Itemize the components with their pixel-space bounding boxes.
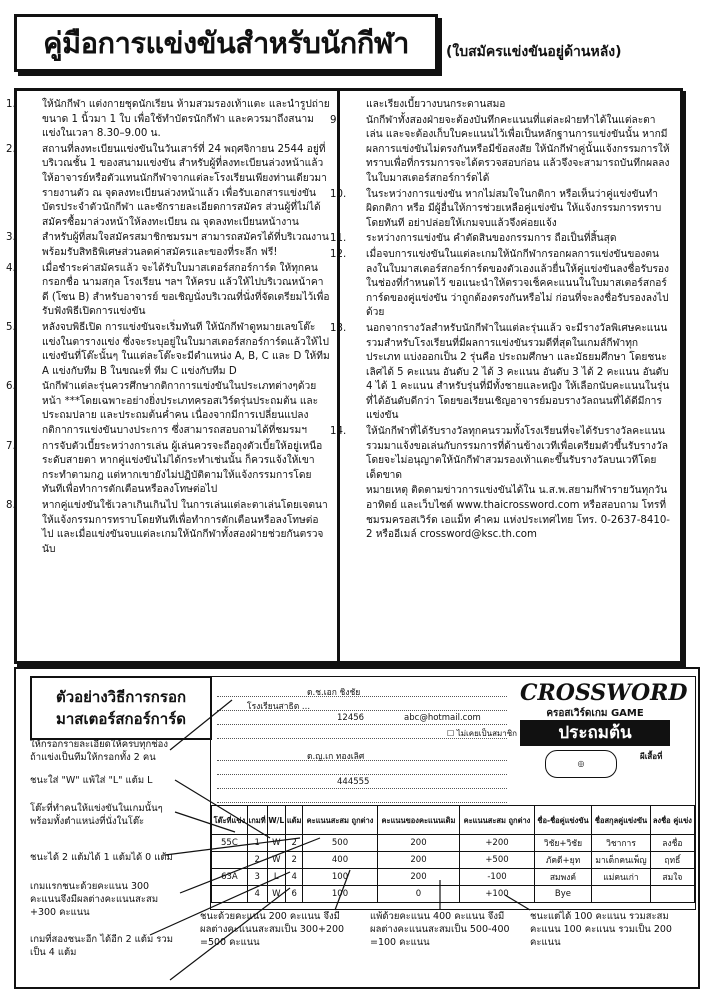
rule-text: หากคู่แข่งขันใช้เวลาเกินเกินไป ในการเล่นแต่ละตาเล่นโดยเจตนาให้แจ้งกรรมการทราบโดยทันทีเพื่อทำการตักเตือนหรือลงโทษต่อไป และเมื่อแข่งขันจบแต่ละเกมให้นักกีฬาทั้งสองฝ่ายช่วยกันตรวจนับ xyxy=(42,500,328,555)
score-cell: +200 xyxy=(460,835,535,852)
rule-text: สถานที่ลงทะเบียนแข่งขันในวันเสาร์ที่ 24 พฤศจิกายน 2544 อยู่ที่บริเวณชั้น 1 ของสนามแข่งขัน สำหรับผู้ที่ลงทะเบียนล่วงหน้าแล้วให้อาจารย์หรือตัวแทนนักกีฬาจากแต่ละโรงเรียนเพียงท่านเดียวมารายงานตัว ณ จุดลงทะเบียนล่วงหน้าแล้ว เพื่อรับเอกสารแข่งขัน บัตรประจำตัวนักกีฬา และซักรายละเอียดการสมัคร ส่วนผู้ที่ไม่ได้สมัครซื้อมาล่วงหน้าให้ลงทะเบียน ณ จุดลงทะเบียนหน้างาน xyxy=(42,143,327,228)
score-cell: 100 xyxy=(303,886,378,903)
score-cell: 200 xyxy=(377,852,459,869)
rule-text: นอกจากรางวัลสำหรับนักกีฬาในแต่ละรุ่นแล้ว จะมีรางวัลพิเศษคะแนนรวมสำหรับโรงเรียนที่มีผลการแข่งขันรวมดีที่สุดในเกมส์กีฬาทุกประเภท แบ่งออกเป็น 2 รุ่นคือ ประถมศึกษา และมัธยมศึกษา โดยชนะเลิศได้ 5 คะแนน อันดับ 2 ได้ 3 คะแนน อันดับ 3 ได้ 2 คะแนน อันดับ 4 ได้ 1 คะแนน สำหรับรุ่นที่มีทั้งชายและหญิง ให้เลือกนับคะแนนในรุ่นที่ได้อันดับดีกว่า โดยขอเรียนเชิญอาจารย์มอบรางวัลถนนที่ได้ดีมีการแข่งขัน xyxy=(366,322,670,422)
score-cell: 6 xyxy=(286,886,303,903)
rule-text: ในระหว่างการแข่งขัน หากไม่สมใจในกติกา หรือเห็นว่าคู่แข่งขันทำผิดกติกา หรือ มีผู้อื่นให้การช่วยเหลือคู่แข่งขัน ให้แจ้งกรรมการทราบโดยทันที อย่าปล่อยให้เกมจบแล้วจึงค่อยแจ้ง xyxy=(366,188,662,229)
score-cell: W xyxy=(267,886,285,903)
rule-text: นักกีฬาทั้งสองฝ่ายจะต้องบันทึกคะแนนที่แต่ละฝ่ายทำได้ในแต่ละตาเล่น และจะต้องเก็บใบคะแนนไว้เพื่อเป็นหลักฐานการแข่งขันนั้น หากมีผลการแข่งขันไม่ตรงกันหรือมีข้อสงสัย ให้นักกีฬาคู่นั้นแจ้งกรรมการให้ทราบเพื่อที่กรรมการจะได้ตรวจสอบก่อน แล้วจึงจะสามารถบันทึกผลลงในใบมาสเตอร์สกอร์การ์ดได้ xyxy=(366,114,670,184)
score-cell: L xyxy=(267,869,285,886)
note-game3: ชนะด้วยคะแนน 200 คะแนน จึงมีผลต่างคะแนนสะสมเป็น 300+200 =500 คะแนน xyxy=(200,911,345,948)
rule-number: 1. xyxy=(6,99,16,110)
score-cell: +500 xyxy=(460,852,535,869)
checkbox-label: ไม่เคยเป็นสมาชิก xyxy=(456,729,517,738)
rule-text: ระหว่างการแข่งขัน คำตัดสินของกรรมการ ถือเป็นที่สิ้นสุด xyxy=(366,233,617,245)
score-header-cell: W/L xyxy=(267,806,285,835)
score-cell: 2 xyxy=(286,852,303,869)
score-cell: วิชัย+วิชัย xyxy=(534,835,591,852)
rule-text: การจับตัวเบี้ยระหว่างการเล่น ผู้เล่นควรจะถือถุงตัวเบี้ยให้อยู่เหนือระดับสายตา หากคู่แข่งขันไม่ได้กระทำเช่นนั้น ก็ควรแจ้งให้เขากระทำตามกฎ แต่หากเขายังไม่ปฏิบัติตามให้แจ้งกรรมการโดยทันทีเพื่อทำการตักเตือนหรือลงโทษต่อไป xyxy=(42,440,323,496)
score-cell: 3 xyxy=(247,869,267,886)
score-header-cell: คะแนนสะสม ถูกต่าง xyxy=(460,806,535,835)
rule-text: และเรียงเบี้ยวางบนกระดานสมอ xyxy=(366,99,506,110)
player1-id: 12456 xyxy=(337,713,365,723)
note-game4: แพ้ด้วยคะแนน 400 คะแนน จึงมีผลต่างคะแนนสะสมเป็น 500-400 =100 คะแนน xyxy=(370,911,510,948)
score-cell: 4 xyxy=(286,869,303,886)
rule-number: 6. xyxy=(6,381,16,393)
score-cell: มาเด็กคนเพ็ญ xyxy=(592,852,651,869)
score-cell: 4 xyxy=(247,886,267,903)
player1-school: โรงเรียนสาธิต ... xyxy=(247,702,311,712)
score-cell: +100 xyxy=(460,886,535,903)
rule-number: 8. xyxy=(6,500,16,512)
rule-number: 9. xyxy=(330,114,340,126)
score-cell: วิชาการ xyxy=(592,835,651,852)
rule-text: เมื่อจบการแข่งขันในแต่ละเกมให้นักกีฬากรอกผลการแข่งขันของตนลงในใบมาสเตอร์สกอร์การ์ดของตัวเองแล้วยื่นให้คู่แข่งขันลงชื่อรับรอง ในช่องที่กำหนดไว้ ขอแนะนำให้ตรวจเช็คคะแนนในใบมาสเตอร์สกอร์การ์ดของคู่แข่งขัน ว่าถูกต้องตรงกันหรือไม่ ก่อนที่จะลงชื่อรับรองลงไปด้วย xyxy=(366,248,670,319)
rule-text: หมายเหตุ ติดตามข่าวการแข่งขันได้ใน น.ส.พ.สยามกีฬารายวันทุกวันอาทิตย์ และเว็บไซต์ www.thaicrossword.com หรือสอบถาม โทรที่ ชมรมครอสเวิร์ด เอแม็ท คำคม แห่งประเทศไทย โทร. 0-2637-8410-2 หรืออีเมล์ crossword@ksc.th.com xyxy=(366,485,670,541)
sponsor-logo: ◎ xyxy=(545,750,617,778)
crossword-logo: CROSSWORD xyxy=(520,680,688,706)
note-fill-all: ให้กรอกรายละเอียดให้ครบทุกช่อง ถ้าแข่งเป็นทีมให้กรอกทั้ง 2 คน xyxy=(30,739,169,763)
score-header-cell: คะแนนสะสม ถูกต่าง xyxy=(303,806,378,835)
rule-number: 12. xyxy=(330,248,347,260)
category-banner: ประถมต้น xyxy=(520,720,670,746)
rule-text: เมื่อชำระค่าสมัครแล้ว จะได้รับใบมาสเตอร์สกอร์การ์ด ให้ทุกคนกรอกชื่อ นามสกุล โรงเรียน ฯลฯ ให้ครบ แล้วให้ไปบริเวณหน้าคาดี (โซน B) สำหรับอาจารย์ ขอเชิญนั่งบริเวณที่นั่งที่จัดเตรียมไว้เพื่อรับฟังพิธีเปิดการแข่งขัน xyxy=(42,262,330,318)
rule-number: 7. xyxy=(6,440,16,452)
rule-number: 4. xyxy=(6,262,16,274)
score-header-cell: ชื่อ-ชื่อคู่แข่งขัน xyxy=(534,806,591,835)
score-cell: 0 xyxy=(377,886,459,903)
rule-text: หลังจบพิธีเปิด การแข่งขันจะเริ่มทันที ให้นักกีฬาดูหมายเลขโต๊ะแข่งในตารางแข่ง ซึ่งจะระบุอยู่ในใบมาสเตอร์สกอร์การ์ดแล้วให้ไปแข่งขันที่โต๊ะนั้นๆ ในแต่ละโต๊ะจะมีตำแหน่ง A, B, C และ D ให้ทีม A แข่งกับทีม B ในขณะที่ ทีม C แข่งกับทีม D xyxy=(42,321,330,377)
score-cell: 200 xyxy=(377,869,459,886)
note-first-game: เกมแรกชนะด้วยคะแนน 300 คะแนนจึงมีผลต่างคะแนนสะสม +300 คะแนน xyxy=(30,881,159,918)
score-header-cell: ชื่อสกุลคู่แข่งขัน xyxy=(592,806,651,835)
score-cell: 2 xyxy=(247,852,267,869)
player1-email: abc@hotmail.com xyxy=(404,713,481,723)
score-cell: 1 xyxy=(247,835,267,852)
category-sub: ผีเสื้อที่ xyxy=(640,752,663,761)
note-win-lose: ชนะใส่ "W" แพ้ใส่ "L" แต้ม L xyxy=(30,775,153,786)
score-header-cell: ลงชื่อ คู่แข่ง xyxy=(650,806,694,835)
score-cell: ภัคดี+ยุท xyxy=(534,852,591,869)
rule-text: ให้นักกีฬาที่ได้รับรางวัลทุกคนรวมทั้งโรงเรียนที่จะได้รับรางวัลคะแนนรวมมาแจ้งขอเล่นกับกรรมการที่ด้านข้างเวทีเพื่อเตรียมตัวขึ้นรับรางวัล โดยจะไม่อนุญาตให้นักกีฬาสวมรองเท้าแตะขึ้นรับรางวัลบนเวทีโดยเด็ดขาด xyxy=(366,426,668,481)
score-cell: 100 xyxy=(303,869,378,886)
score-cell: สมพงค์ xyxy=(534,869,591,886)
rule-number: 2. xyxy=(6,143,16,155)
score-header-cell: แต้ม xyxy=(286,806,303,835)
score-cell: แม่คนเก่า xyxy=(592,869,651,886)
score-header-cell: คะแนนของคะแนนเดิม xyxy=(377,806,459,835)
rule-number: 5. xyxy=(6,321,16,333)
score-cell: 500 xyxy=(303,835,378,852)
score-header-cell: โต๊ะที่แข่ง xyxy=(212,806,248,835)
score-cell: W xyxy=(267,852,285,869)
score-cell: 55C xyxy=(212,835,248,852)
rule-number: 3. xyxy=(6,232,16,244)
rule-text: สำหรับผู้ที่สมใจสมัครสมาชิกชมรมฯ สามารถสมัครได้ที่บริเวณงาน พร้อมรับสิทธิพิเศษส่วนลดค่าสมัครและของที่ระลึก ฟรี! xyxy=(42,232,329,258)
rule-number: 10. xyxy=(330,188,347,200)
note-points: ชนะได้ 2 แต้มได้ 1 แต้มได้ 0 แต้ม xyxy=(30,852,173,863)
rule-text: ให้นักกีฬา แต่งกายชุดนักเรียน ห้ามสวมรองเท้าแตะ และนำรูปถ่ายขนาด 1 นิ้วมา 1 ใบ เพื่อใช้ทำบัตรนักกีฬา และควรมาถึงสนามแข่งในเวลา 8.30–9.00 น. xyxy=(42,99,330,140)
player1-name: ด.ช.เอก ชิงชัย xyxy=(307,688,361,698)
rule-text: นักกีฬาแต่ละรุ่นควรศึกษากติกาการแข่งขันในประเภทต่างๆด้วยหน้า ***โดยเฉพาะอย่างยิ่งประเภทครอสเวิร์ดรุ่นประถมต้น และประถมปลาย และประถมต้นค่ำคน เนื่องจากมีการเปลี่ยนแปลงกติกาการแข่งขันบางประการ ซึ่งสามารถสอบถามได้ที่ชมรมฯ xyxy=(42,381,319,437)
crossword-game-label: ครอสเวิร์ดเกม GAME xyxy=(546,708,644,719)
example-heading-line1: ตัวอย่างวิธีการกรอก xyxy=(55,688,187,706)
score-cell: -100 xyxy=(460,869,535,886)
player2-name: ด.ญ.เก ทองเลิศ xyxy=(307,752,365,762)
player2-id: 444555 xyxy=(337,777,370,787)
rule-number: 14. xyxy=(330,426,347,438)
score-cell: 400 xyxy=(303,852,378,869)
score-cell: W xyxy=(267,835,285,852)
score-cell: Bye xyxy=(534,886,591,903)
note-second-game: เกมที่สองชนะอีก ได้อีก 2 แต้ม รวมเป็น 4 แต้ม xyxy=(30,934,173,958)
checkbox-not-member[interactable]: ☐ ไม่เคยเป็นสมาชิก xyxy=(447,729,517,738)
score-cell: 2 xyxy=(286,835,303,852)
score-cell: 63A xyxy=(212,869,248,886)
note-bye: ชนะแต่ได้ 100 คะแนน รวมสะสมคะแนน 100 คะแนน รวมเป็น 200 คะแนน xyxy=(530,911,672,948)
example-heading-line2: มาสเตอร์สกอร์การ์ด xyxy=(55,710,186,728)
note-table: โต๊ะที่ทำคนให้แข่งขันในเกมนั้นๆ พร้อมทั้งตำแหน่งที่นั่งในโต๊ะ xyxy=(30,803,163,827)
page-subtitle: (ใบสมัครแข่งขันอยู่ด้านหลัง) xyxy=(446,44,622,60)
rule-number: 11. xyxy=(330,233,347,245)
score-cell: สมใจ xyxy=(650,869,694,886)
score-header-cell: เกมที่ xyxy=(247,806,267,835)
score-cell: ลงชื่อ xyxy=(650,835,694,852)
score-cell: ฤทธิ์ xyxy=(650,852,694,869)
rule-number: 13. xyxy=(330,322,347,334)
page-title: คู่มือการแข่งขันสำหรับนักกีฬา xyxy=(43,26,409,60)
score-cell: 200 xyxy=(377,835,459,852)
